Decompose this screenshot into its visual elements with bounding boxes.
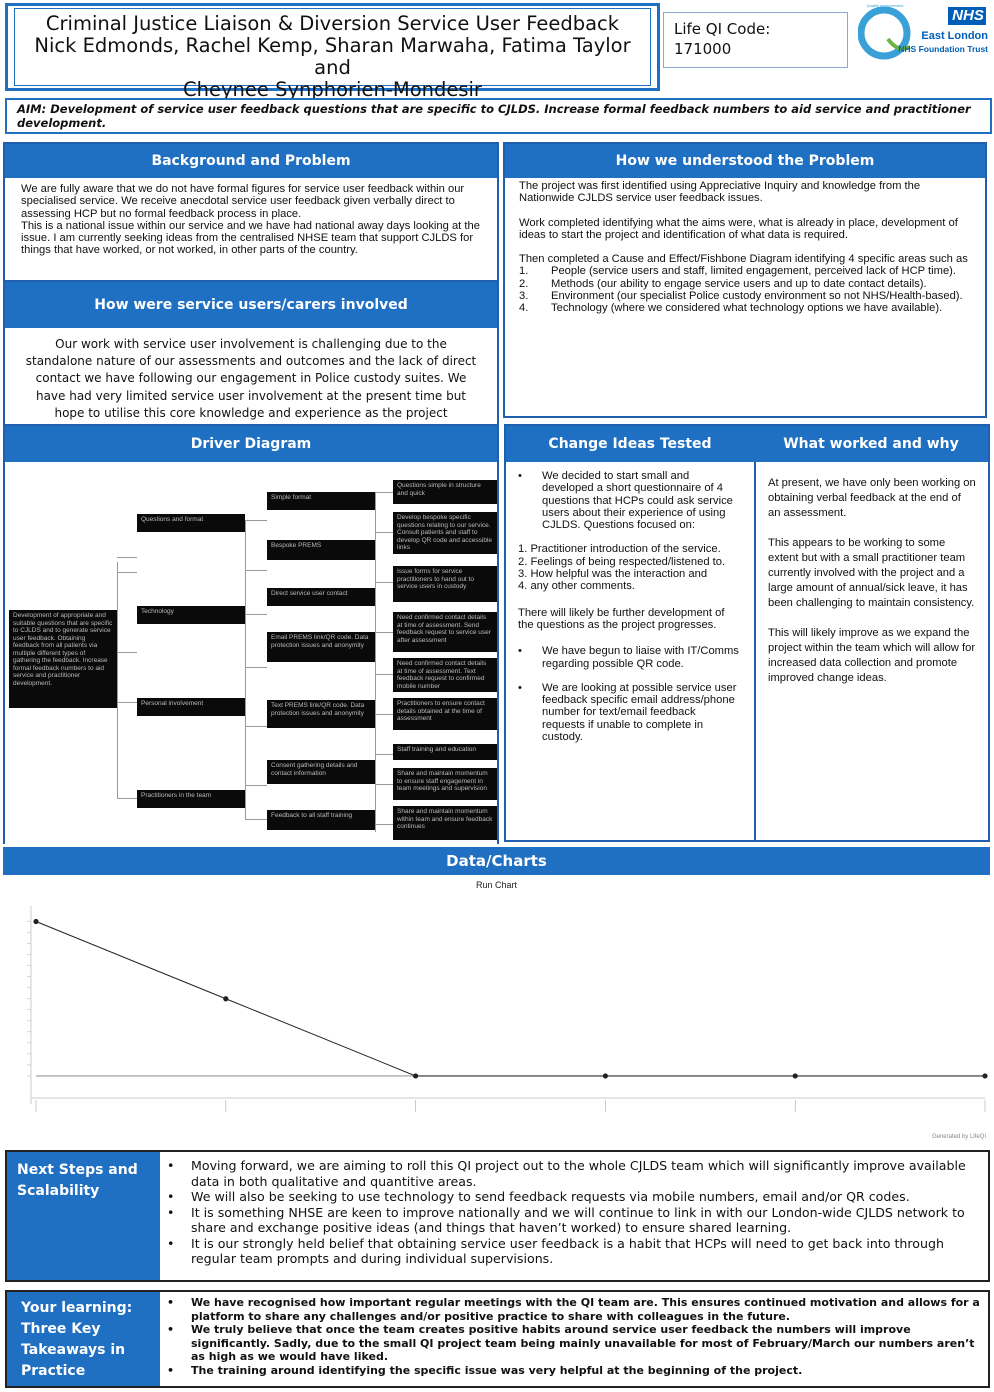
aim-text: AIM: Development of service user feedback questions that are specific to CJLDS. Increase formal feedback numbers to aid service and practitioner development. (17, 102, 971, 130)
next-steps-list (167, 1158, 987, 1267)
list-item: • We have begun to liaise with IT/Comms regarding possible QR code. (518, 645, 739, 670)
qi-code-value: 171000 (674, 40, 732, 58)
change-idea-node: Staff training and education (393, 744, 497, 760)
learning-label: Your learning: Three Key Takeaways in Practice (7, 1292, 160, 1386)
data-charts-header: Data/Charts (3, 847, 990, 875)
nhs-logo: NHS (952, 7, 984, 24)
primary-driver-node: Practitioners in the team (137, 790, 245, 808)
list-item: • We are looking at possible service user feedback specific email address/phone number for text/email feedback requests if unable to complete in custody. (518, 681, 737, 744)
data-point (413, 1073, 418, 1078)
poster-title: Criminal Justice Liaison & Diversion Service User Feedback (45, 12, 620, 35)
list-item: • We have recognised how important regular meetings with the QI team are. This ensures continued motivation and allows for a platform to share any challenges and/or positive practice to share with colleagues in the future. (167, 1296, 980, 1323)
change-idea-node: Practitioners to ensure contact details obtained at the time of assessment (393, 698, 497, 730)
question-item: 1. Practitioner introduction of the service. (518, 543, 721, 556)
involved-text: Our work with service user involvement is challenging due to the standalone nature of our assessments and outcomes and the lack of direct contact we have following our engagement in Police custody suites. We have had very limited service user involvement at the present time but hope to utilise this core knowledge and experience as the project (25, 337, 477, 420)
change-ideas-content (518, 470, 740, 755)
secondary-driver-node: Simple format (267, 492, 375, 510)
primary-driver-node: Personal involvement (137, 698, 245, 716)
data-point (982, 1073, 987, 1078)
data-point (603, 1073, 608, 1078)
understood-p2: Work completed identifying what the aims were, what is already in place, development of ideas to start the project and identification of what data is required. (519, 216, 958, 241)
driver-diagram (5, 462, 497, 846)
list-item: • The training around identifying the specific issue was very helpful at the beginning of the project. (167, 1363, 803, 1377)
change-idea-node: Need confirmed contact details at time of assessment. Text feedback request to confirmed mobile number (393, 658, 497, 692)
secondary-driver-node: Direct service user contact (267, 588, 375, 606)
worked-p1: At present, we have only been working on obtaining verbal feedback at the end of an assessment. (768, 477, 976, 519)
list-item: • We will also be seeking to use technology to send feedback requests via mobile numbers, email and/or QR codes. (167, 1189, 910, 1204)
chart-footer: Generated by LifeQI (931, 1134, 986, 1140)
next-steps-label: Next Steps and Scalability (7, 1152, 160, 1280)
learning-section (5, 1290, 990, 1388)
data-point (33, 919, 38, 924)
change-idea-node: Share and maintain momentum to ensure staff engagement in team meetings and supervision (393, 768, 497, 800)
aim-banner (5, 98, 992, 134)
list-item: 3. Environment (our specialist Police custody environment so not NHS/Health-based). (519, 290, 963, 303)
secondary-driver-node: Consent gathering details and contact information (267, 760, 375, 784)
change-ideas-header: Change Ideas Tested (506, 426, 754, 462)
trust-logo (858, 3, 990, 67)
fishbone-list (519, 265, 971, 314)
change-worked-section (504, 424, 990, 842)
poster-authors-line1: Nick Edmonds, Rachel Kemp, Sharan Marwaha, Fatima Taylor and (34, 34, 631, 79)
chart-title: Run Chart (475, 880, 518, 890)
change-idea-node: Need confirmed contact details at time of assessment. Send feedback request to service user after assessment (393, 612, 497, 652)
secondary-driver-node: Text PREMS link/QR code. Data protection issues and anonymity (267, 700, 375, 728)
series-line (36, 922, 985, 1076)
worked-header: What worked and why (754, 426, 988, 462)
background-header: Background and Problem (5, 144, 497, 178)
list-item: • It is our strongly held belief that obtaining service user feedback is a habit that HCPs will need to get back into through regular team prompts and during individual supervisions. (167, 1235, 944, 1266)
next-steps-section (5, 1150, 990, 1282)
list-item: 1. People (service users and staff, limited engagement, perceived lack of HCP time). (519, 265, 957, 278)
worked-p3: This will likely improve as we expand the project within the team which will allow for increased data collection and promote improved change ideas. (768, 627, 976, 684)
poster-authors-line2: Cheynee Synphorien-Mondesir (183, 78, 482, 101)
learning-list (167, 1296, 987, 1378)
background-section (3, 142, 499, 282)
change-idea-node: Share and maintain momentum within team and ensure feedback continues (393, 806, 497, 840)
list-item: • We decided to start small and developed a short questionnaire of 4 questions that HCPs could ask service users about their experience of using CJLDS. Questions focused on: (518, 470, 733, 532)
background-text: We are fully aware that we do not have formal figures for service user feedback within our specialised service. We receive anecdotal service user feedback given verbally direct to assessing HCP but no formal feedback process in place. This is a national issue within our service and we have had national away days looking at the issue. I am currently seeking ideas from the centralised NHSE team that support CJLDS for things that have worked, or not worked, in other parts of the country. (21, 183, 480, 257)
secondary-driver-node: Email PREMS link/QR code. Data protection issues and anonymity (267, 632, 375, 662)
list-item: • Moving forward, we are aiming to roll this QI project out to the whole CJLDS team which will significantly improve available data in both qualitative and quantitive areas. (167, 1158, 966, 1189)
understood-section (503, 142, 987, 418)
involved-section (3, 280, 499, 426)
question-item: 4. any other comments. (518, 580, 635, 593)
run-chart (3, 876, 990, 1144)
data-point (223, 996, 228, 1001)
change-ideas-p2: There will likely be further development of the questions as the project progresses. (518, 606, 725, 631)
list-item: 4. Technology (where we considered what technology options we have available). (519, 302, 943, 315)
trust-name: East London (921, 30, 988, 42)
worked-content (768, 476, 976, 686)
worked-p2: This appears to be working to some extent but with a small practitioner team currently involved with the project and a large amount of annual/sick leave, it has been challenging to maintain consistency. (768, 537, 975, 609)
understood-p3: Then completed a Cause and Effect/Fishbone Diagram identifying 4 specific areas such as (519, 253, 968, 266)
involved-header: How were service users/carers involved (5, 282, 497, 328)
change-idea-node: Questions simple in structure and quick (393, 480, 497, 504)
data-point (793, 1073, 798, 1078)
list-item: • It is something NHSE are keen to improve nationally and we will continue to link in with our London-wide CJLDS network to share and exchange positive ideas (and things that haven’t worked) to ensure shared learning. (167, 1204, 965, 1235)
question-item: 3. How helpful was the interaction and (518, 568, 708, 581)
question-item: 2. Feelings of being respected/listened to. (518, 555, 726, 568)
primary-driver-node: Questions and format (137, 514, 245, 532)
title-box (5, 3, 660, 101)
primary-driver-node: Technology (137, 606, 245, 624)
change-idea-node: Issue forms for service practitioners to hand out to service users in custody (393, 566, 497, 602)
qi-code-box (663, 12, 848, 68)
driver-header: Driver Diagram (5, 426, 497, 462)
list-item: • We truly believe that once the team creates positive habits around service user feedback the numbers will improve significantly. Sadly, due to the small QI project team being mainly unavailable for most of February/March our numbers aren’t as high as we would have liked. (167, 1323, 975, 1364)
driver-section (3, 424, 499, 844)
change-idea-node: Develop bespoke specific questions relating to our service. Consult patients and staff to develop QR code and accessible links (393, 512, 497, 554)
understood-header: How we understood the Problem (505, 144, 985, 178)
trust-subname: NHS Foundation Trust (898, 44, 988, 54)
secondary-driver-node: Feedback to all staff training (267, 810, 375, 830)
driver-aim-node: Development of appropriate and suitable questions that are specific to CJLDS and to generate service user feedback. Obtaining feedback from all patients via multiple different types of gathering the feedback. Increase formal feedback numbers to aid service and practitioner development. (9, 610, 117, 708)
qi-code-label: Life QI Code: (674, 20, 771, 38)
qi-badge-text: Quality Improvement (866, 3, 904, 8)
list-item: 2. Methods (our ability to engage service users and up to date contact details). (519, 277, 927, 290)
run-chart-svg (3, 876, 990, 1144)
secondary-driver-node: Bespoke PREMS (267, 540, 375, 560)
understood-p1: The project was first identified using Appreciative Inquiry and knowledge from the Nationwide CJLDS service user feedback issues. (519, 180, 921, 205)
